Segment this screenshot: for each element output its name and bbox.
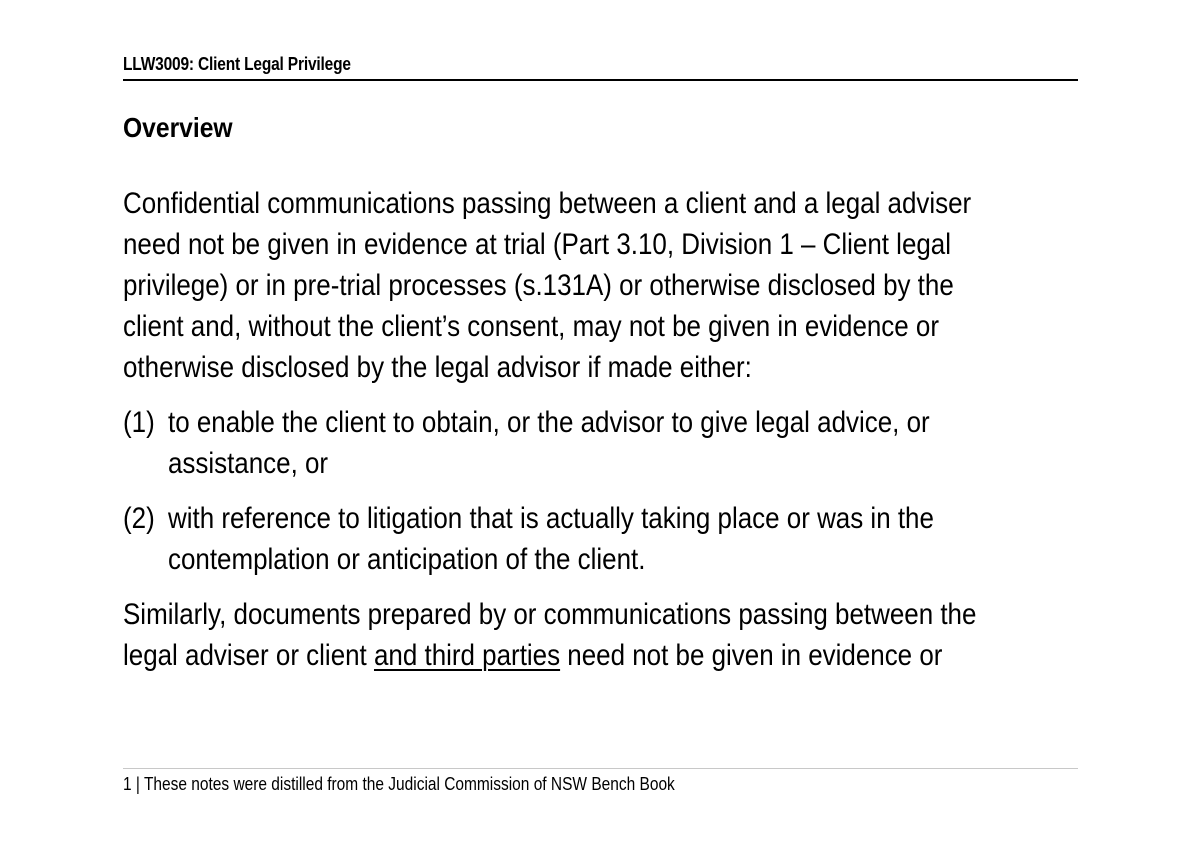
footnote-divider <box>123 768 1078 769</box>
list-item-text: to enable the client to obtain, or the advisor to give legal advice, or <box>167 406 930 439</box>
closing-paragraph <box>123 594 997 676</box>
intro-paragraph <box>123 183 997 388</box>
paragraph-line <box>123 635 997 676</box>
list-number: (2) <box>123 502 155 535</box>
list-item <box>123 402 997 484</box>
list-item-text: assistance, or <box>167 447 329 480</box>
paragraph-line: otherwise disclosed by the legal advisor if made either: <box>123 351 752 384</box>
text-segment: need not be given in evidence or <box>560 639 943 672</box>
list-item-text: contemplation or anticipation of the client. <box>167 543 646 576</box>
paragraph-line: need not be given in evidence at trial (Part 3.10, Division 1 – Client legal <box>123 228 952 261</box>
paragraph-line: Confidential communications passing between a client and a legal adviser <box>123 187 972 220</box>
body-content <box>123 183 1133 690</box>
underlined-phrase: and third parties <box>373 639 561 672</box>
text-segment: legal adviser or client <box>123 639 374 672</box>
list-item <box>123 498 997 580</box>
list-number: (1) <box>123 406 155 439</box>
paragraph-line: privilege) or in pre-trial processes (s.131A) or otherwise disclosed by the <box>123 269 954 302</box>
paragraph-line: client and, without the client’s consent, may not be given in evidence or <box>123 310 940 343</box>
section-heading: Overview <box>123 112 233 143</box>
paragraph-line: Similarly, documents prepared by or communications passing between the <box>123 598 977 631</box>
page-header <box>123 54 1078 81</box>
document-title: LLW3009: Client Legal Privilege <box>123 54 351 74</box>
footnote: 1 | These notes were distilled from the Judicial Commission of NSW Bench Book <box>123 774 675 794</box>
list-item-text: with reference to litigation that is actually taking place or was in the <box>167 502 934 535</box>
